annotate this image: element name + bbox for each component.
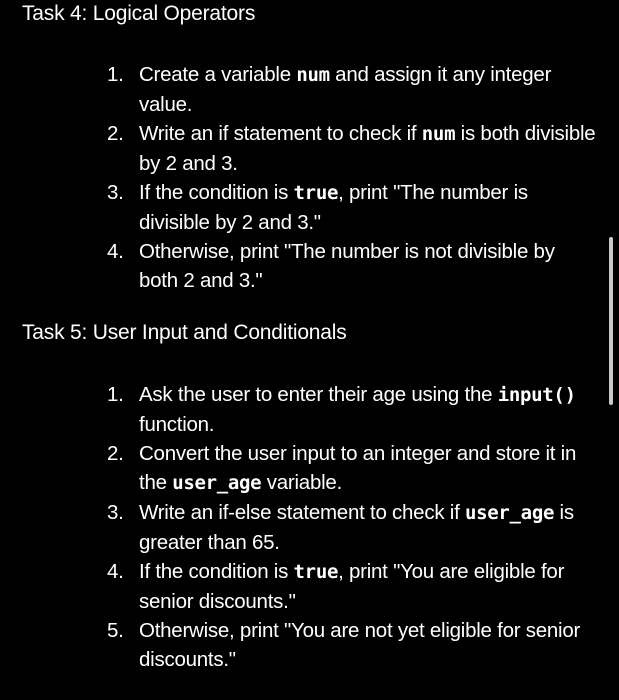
item-text: is greater than 65. bbox=[139, 501, 574, 554]
task5-heading: Task 5: User Input and Conditionals bbox=[22, 321, 347, 344]
item-number: 4. bbox=[107, 560, 124, 583]
task4-list bbox=[0, 60, 600, 295]
item-number: 3. bbox=[107, 181, 124, 204]
item-number: 2. bbox=[107, 442, 124, 465]
item-text: Otherwise, print "The number is not divisible by both 2 and 3." bbox=[139, 240, 555, 292]
inline-code: num bbox=[421, 123, 456, 145]
item-text: Write an if-else statement to check if bbox=[139, 501, 465, 524]
item-number: 2. bbox=[107, 122, 124, 145]
inline-code: input() bbox=[497, 384, 576, 406]
item-text: function. bbox=[139, 413, 215, 436]
item-text: variable. bbox=[261, 471, 343, 494]
list-item bbox=[0, 119, 600, 178]
item-text: is both divisible by 2 and 3. bbox=[139, 122, 596, 175]
item-number: 1. bbox=[107, 63, 124, 86]
item-text: Create a variable bbox=[139, 63, 297, 86]
item-number: 4. bbox=[107, 240, 124, 263]
item-number: 1. bbox=[107, 383, 124, 406]
item-number: 3. bbox=[107, 501, 124, 524]
inline-code: user_age bbox=[464, 502, 555, 524]
item-number: 5. bbox=[107, 619, 124, 642]
item-text: If the condition is bbox=[139, 560, 294, 583]
list-item bbox=[0, 557, 600, 616]
item-text: Write an if statement to check if bbox=[139, 122, 422, 145]
item-text: Otherwise, print "You are not yet eligible for senior discounts." bbox=[139, 619, 581, 671]
item-text: and assign it any integer value. bbox=[139, 63, 552, 116]
item-text: , print "The number is divisible by 2 and 3." bbox=[139, 181, 528, 234]
list-item bbox=[0, 616, 600, 674]
list-item bbox=[0, 380, 600, 439]
item-text: Convert the user input to an integer and store it in the bbox=[139, 442, 577, 494]
list-item bbox=[0, 498, 600, 557]
inline-code: true bbox=[293, 182, 339, 204]
item-text: If the condition is bbox=[139, 181, 294, 204]
task4-heading: Task 4: Logical Operators bbox=[22, 2, 256, 25]
list-item bbox=[0, 178, 600, 237]
list-item bbox=[0, 237, 600, 295]
list-item bbox=[0, 439, 600, 498]
item-text: Ask the user to enter their age using the bbox=[139, 383, 498, 406]
task5-list bbox=[0, 380, 600, 674]
inline-code: true bbox=[293, 561, 339, 583]
vertical-scrollbar[interactable] bbox=[609, 237, 613, 405]
list-item bbox=[0, 60, 600, 119]
inline-code: num bbox=[296, 64, 330, 86]
inline-code: user_age bbox=[172, 472, 262, 494]
item-text: , print "You are eligible for senior discounts." bbox=[139, 560, 565, 613]
